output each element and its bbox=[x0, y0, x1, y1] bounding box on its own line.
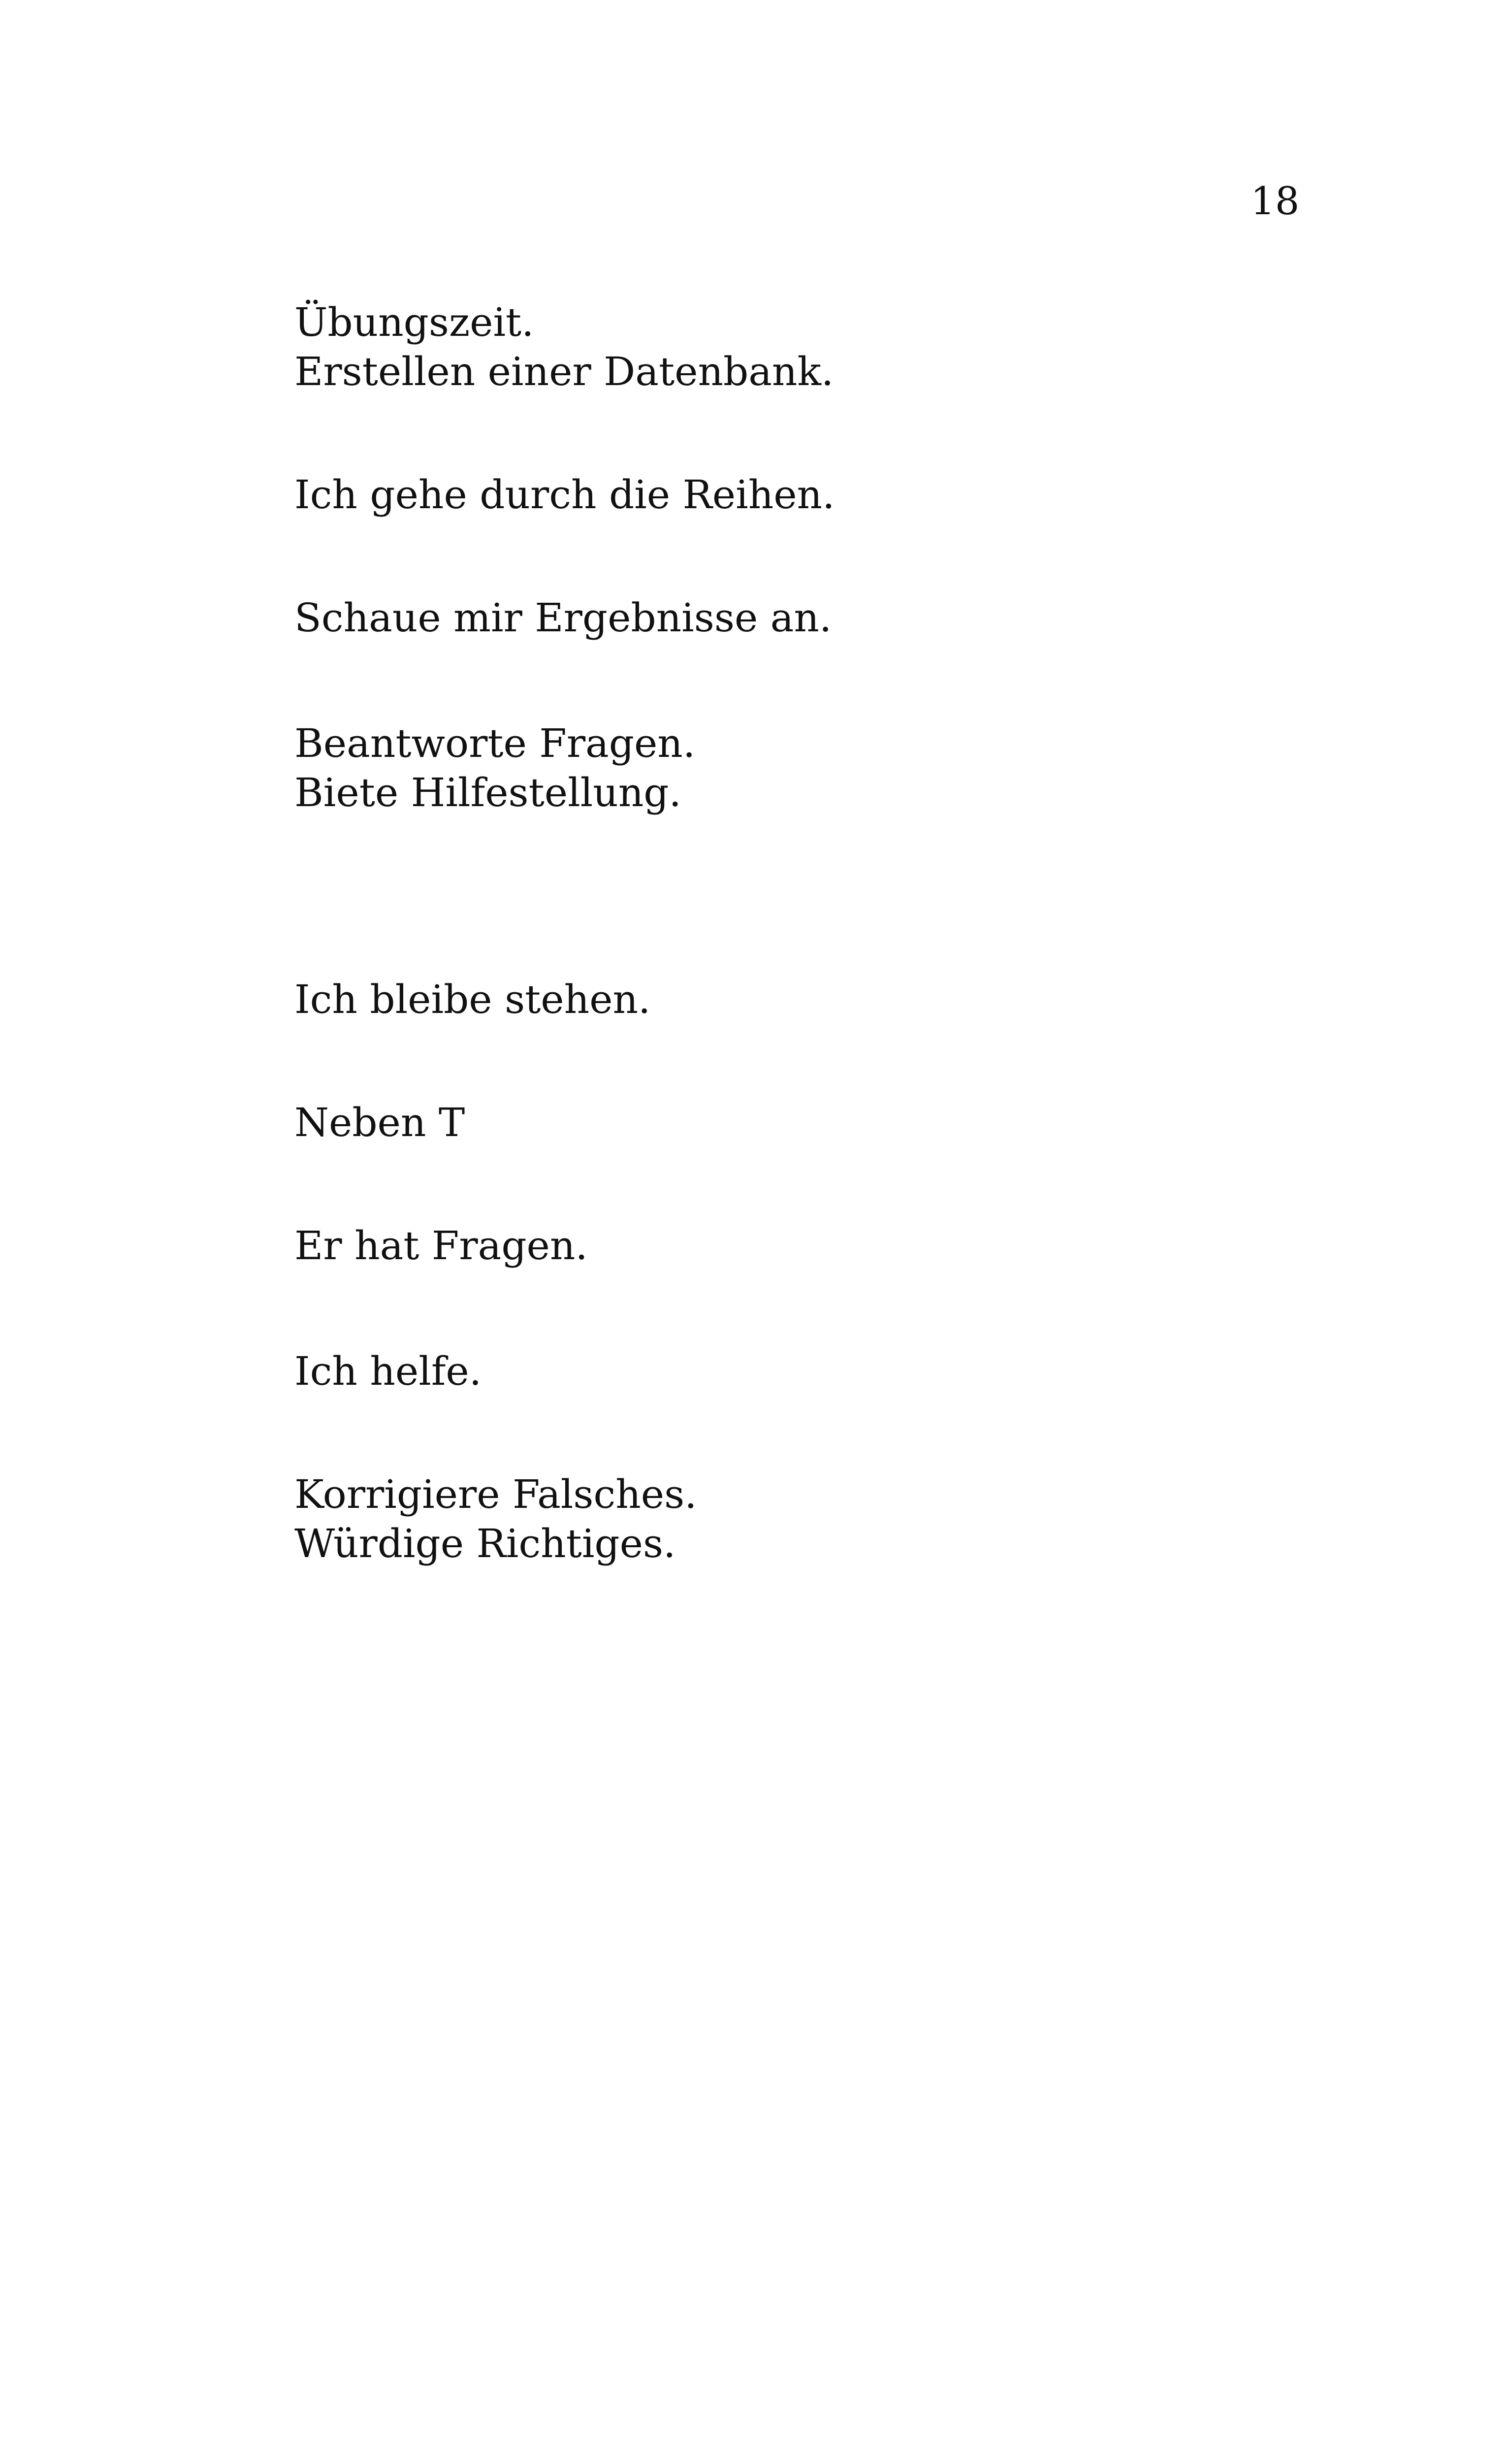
text-line: Würdige Richtiges. bbox=[294, 1521, 676, 1566]
page-number: 18 bbox=[1251, 179, 1300, 224]
text-line: Ich bleibe stehen. bbox=[294, 977, 651, 1022]
text-line: Ich gehe durch die Reihen. bbox=[294, 472, 835, 518]
text-line: Beantworte Fragen. bbox=[294, 720, 696, 766]
text-line: Biete Hilfestellung. bbox=[294, 770, 681, 815]
stanza-5 bbox=[294, 975, 650, 1024]
stanza-3 bbox=[294, 593, 832, 643]
stanza-2 bbox=[294, 470, 835, 520]
text-line: Er hat Fragen. bbox=[294, 1223, 588, 1269]
stanza-9 bbox=[294, 1470, 697, 1568]
text-line: Erstellen einer Datenbank. bbox=[294, 349, 834, 394]
text-line: Neben T bbox=[294, 1100, 465, 1145]
stanza-4 bbox=[294, 719, 695, 817]
text-line: Korrigiere Falsches. bbox=[294, 1471, 697, 1517]
stanza-1 bbox=[294, 298, 834, 396]
text-line: Ich helfe. bbox=[294, 1348, 482, 1394]
stanza-7 bbox=[294, 1221, 588, 1270]
stanza-8 bbox=[294, 1347, 482, 1396]
stanza-6 bbox=[294, 1098, 465, 1147]
text-line: Übungszeit. bbox=[294, 299, 534, 345]
text-line: Schaue mir Ergebnisse an. bbox=[294, 595, 832, 641]
